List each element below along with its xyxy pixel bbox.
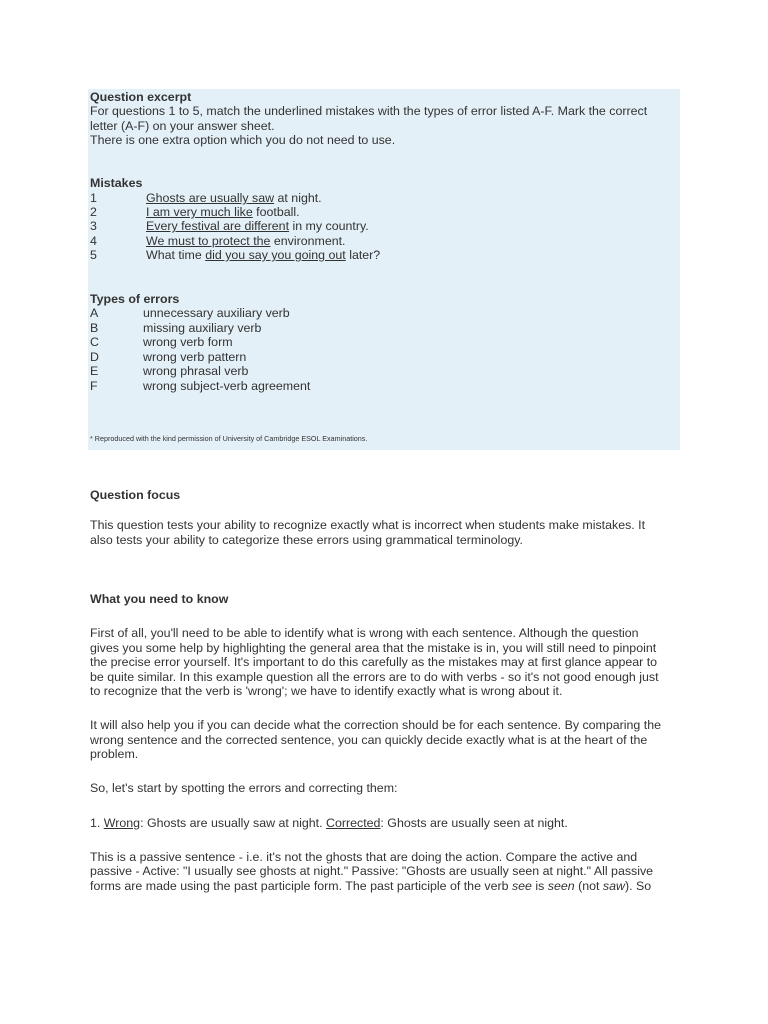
paragraph-line: First of all, you'll need to be able to identify what is wrong with each sentence. Although the question bbox=[90, 626, 639, 640]
paragraph-line: wrong sentence and the corrected sentence, you can quickly decide exactly what is at the heart of the bbox=[90, 733, 648, 747]
paragraph-line: passive - Active: "I usually see ghosts at night." Passive: "Ghosts are usually seen at night." All passive bbox=[90, 864, 654, 878]
text-segment: forms are made using the past participle form. The past participle of the verb bbox=[90, 879, 512, 893]
paragraph-line: This is a passive sentence - i.e. it's not the ghosts that are doing the action. Compare the active and bbox=[90, 850, 638, 864]
error-letter: B bbox=[90, 321, 99, 335]
underlined-mistake: I am very much like bbox=[146, 205, 253, 219]
mistake-rest: at night. bbox=[274, 191, 322, 205]
text-segment: ). So bbox=[624, 879, 652, 893]
errors-heading: Types of errors bbox=[90, 292, 180, 306]
paragraph-line: problem. bbox=[90, 747, 139, 761]
error-type-text: wrong verb pattern bbox=[143, 350, 247, 364]
error-letter: E bbox=[90, 364, 99, 378]
permission-footnote: * Reproduced with the kind permission of University of Cambridge ESOL Examinations. bbox=[90, 434, 368, 443]
what-you-need-to-know-heading: What you need to know bbox=[90, 592, 229, 606]
mistake-number: 2 bbox=[90, 205, 97, 219]
underlined-mistake: did you say you going out bbox=[205, 248, 346, 262]
mistake-rest: later? bbox=[345, 248, 381, 262]
error-type-text: wrong phrasal verb bbox=[143, 364, 249, 378]
excerpt-instruction-line: For questions 1 to 5, match the underlined mistakes with the types of error listed A-F. Mark the correct bbox=[90, 104, 648, 118]
wrong-label: Wrong bbox=[103, 816, 141, 830]
text-segment: is bbox=[531, 879, 548, 893]
corrected-sentence: : Ghosts are usually seen at night. bbox=[380, 816, 568, 830]
error-letter: C bbox=[90, 335, 99, 349]
underlined-mistake: Ghosts are usually saw bbox=[146, 191, 275, 205]
mistake-before: What time bbox=[146, 248, 206, 262]
mistake-number: 1 bbox=[90, 191, 97, 205]
mistake-number: 4 bbox=[90, 234, 97, 248]
error-letter: A bbox=[90, 306, 99, 320]
error-type-text: wrong verb form bbox=[143, 335, 233, 349]
mistake-number: 3 bbox=[90, 219, 97, 233]
mistake-rest: in my country. bbox=[289, 219, 369, 233]
text-segment: (not bbox=[574, 879, 603, 893]
question-focus-heading: Question focus bbox=[90, 488, 181, 502]
italic-word: saw bbox=[602, 879, 625, 893]
error-letter: D bbox=[90, 350, 99, 364]
paragraph-line: It will also help you if you can decide what the correction should be for each sentence. By comparing the bbox=[90, 718, 661, 732]
mistake-rest: football. bbox=[252, 205, 300, 219]
excerpt-instruction-line: letter (A-F) on your answer sheet. bbox=[90, 119, 275, 133]
mistake-rest: environment. bbox=[270, 234, 346, 248]
mistake-number: 5 bbox=[90, 248, 97, 262]
error-type-text: missing auxiliary verb bbox=[143, 321, 262, 335]
focus-text-line: This question tests your ability to recognize exactly what is incorrect when students make mistakes. It bbox=[90, 518, 646, 532]
italic-word: seen bbox=[547, 879, 575, 893]
error-letter: F bbox=[90, 379, 98, 393]
wrong-sentence: : Ghosts are usually saw at night. bbox=[140, 816, 327, 830]
paragraph-line: to recognize that the verb is 'wrong'; we have to identify exactly what is wrong about it. bbox=[90, 684, 563, 698]
paragraph-line: the precise error yourself. It's important to do this carefully as the mistakes may at first glance appear to bbox=[90, 655, 658, 669]
paragraph-line: gives you some help by highlighting the general area that the mistake is in, you will still need to pinpoint bbox=[90, 641, 657, 655]
paragraph-line: be quite similar. In this example question all the errors are to do with verbs - so it's not good enough just bbox=[90, 670, 659, 684]
excerpt-instruction-line: There is one extra option which you do not need to use. bbox=[90, 133, 396, 147]
item-prefix: 1. bbox=[90, 816, 104, 830]
mistakes-heading: Mistakes bbox=[90, 176, 143, 190]
underlined-mistake: We must to protect the bbox=[146, 234, 271, 248]
paragraph-line: So, let's start by spotting the errors and correcting them: bbox=[90, 781, 398, 795]
paragraph-line bbox=[90, 879, 651, 894]
error-type-text: unnecessary auxiliary verb bbox=[143, 306, 290, 320]
excerpt-heading: Question excerpt bbox=[90, 90, 192, 104]
underlined-mistake: Every festival are different bbox=[146, 219, 290, 233]
italic-word: see bbox=[511, 879, 532, 893]
focus-text-line: also tests your ability to categorize these errors using grammatical terminology. bbox=[90, 533, 523, 547]
corrected-label: Corrected bbox=[326, 816, 381, 830]
error-type-text: wrong subject-verb agreement bbox=[143, 379, 311, 393]
example-item-1 bbox=[90, 816, 568, 831]
